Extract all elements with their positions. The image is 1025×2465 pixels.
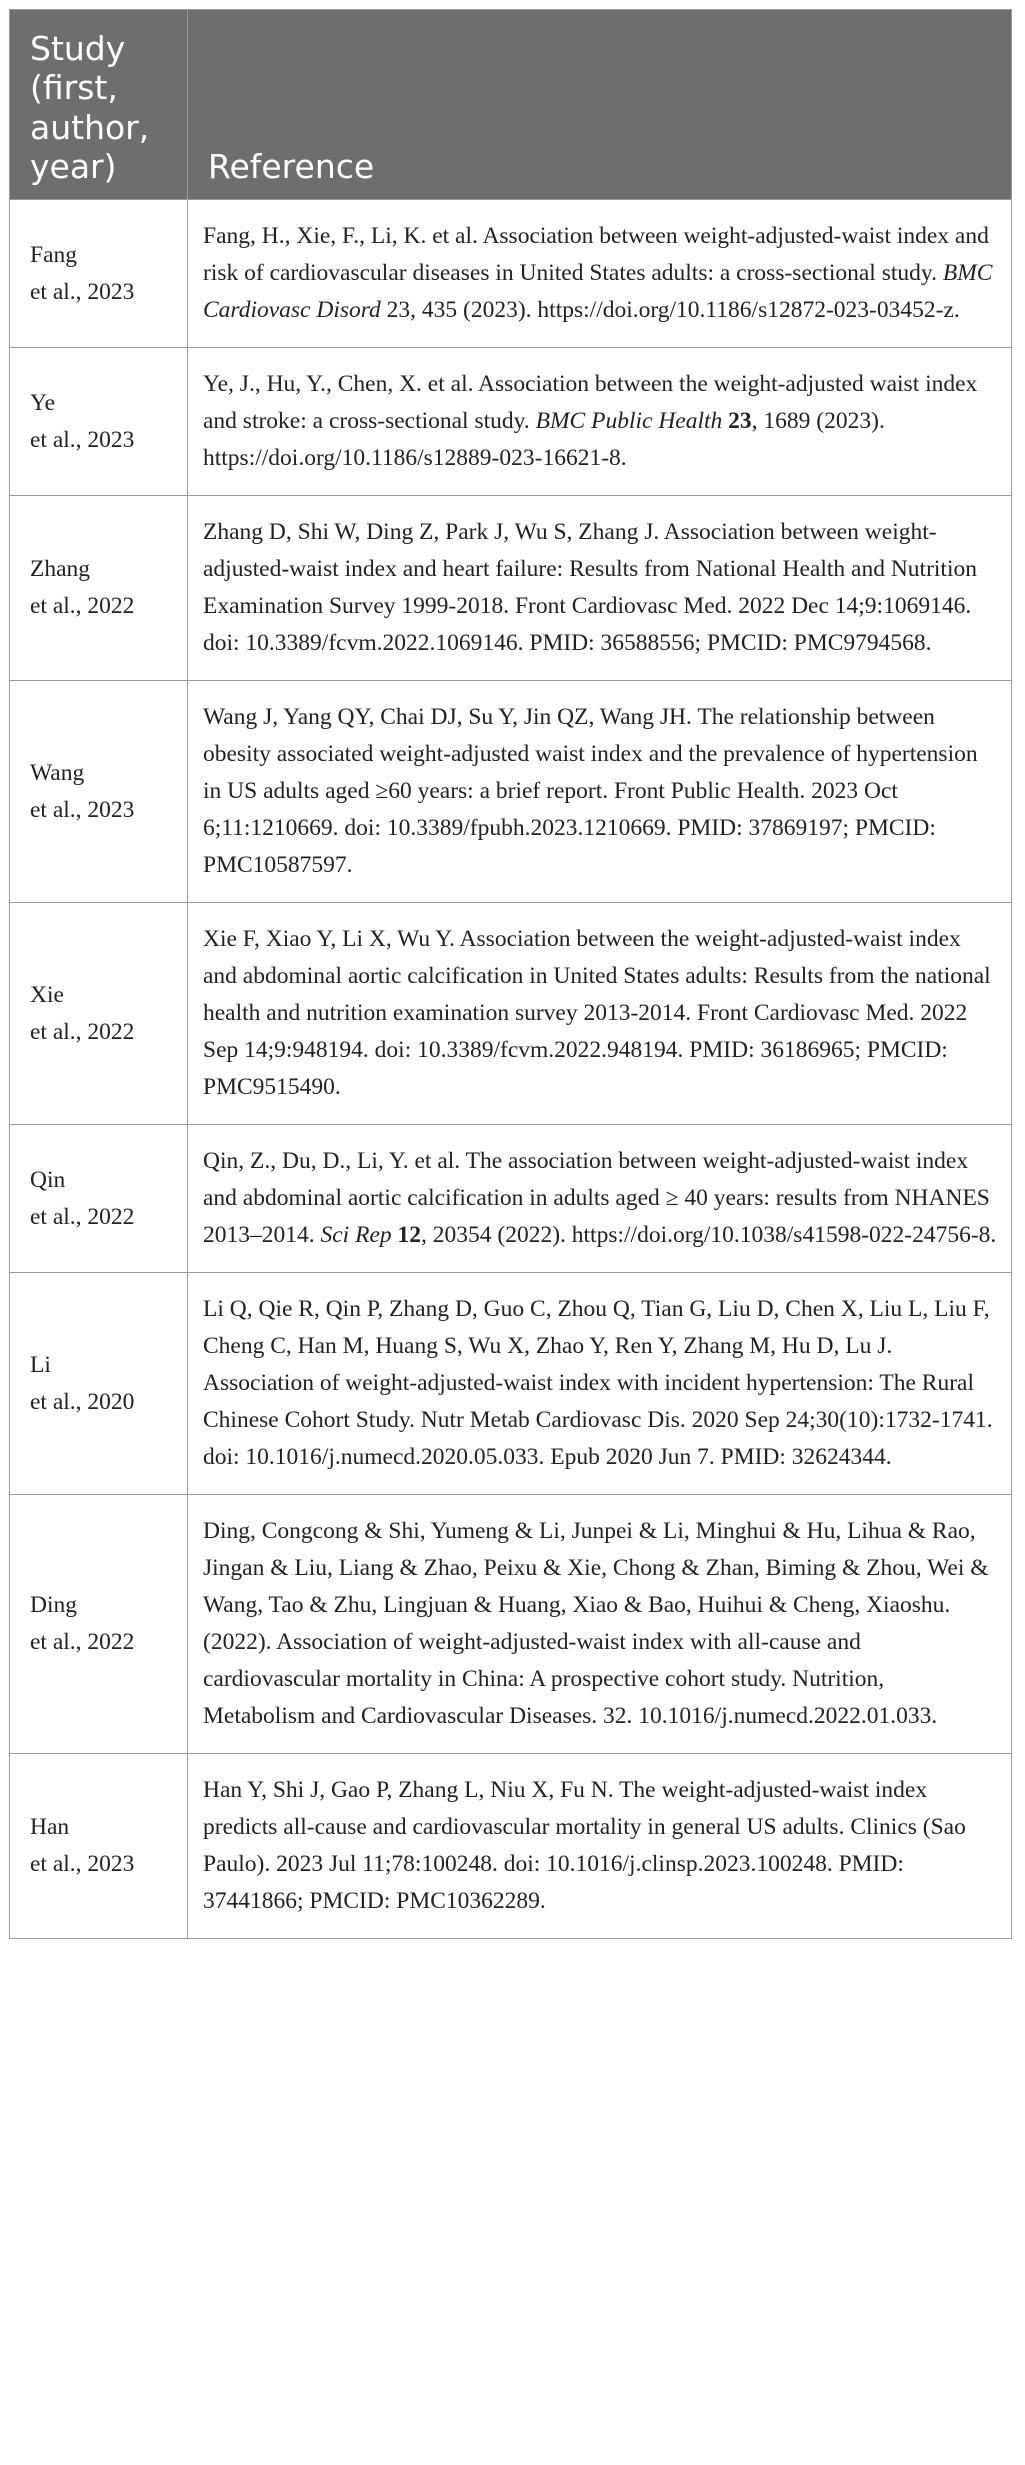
reference-cell: [188, 496, 1012, 681]
header-row: [10, 10, 1012, 200]
reference-cell: [188, 681, 1012, 903]
study-line: et al., 2022: [30, 1018, 135, 1045]
header-reference: Reference: [188, 10, 1012, 200]
study-line: et al., 2020: [30, 1388, 135, 1415]
table-row: [10, 681, 1012, 903]
study-line: Ding: [30, 1592, 77, 1618]
study-cell: [10, 1754, 188, 1939]
study-line: Xie: [30, 981, 64, 1008]
header-study-line: Study: [30, 28, 126, 68]
table-row: [10, 903, 1012, 1125]
table-row: [10, 1495, 1012, 1754]
reference-table: [9, 9, 1012, 1939]
reference-cell: [188, 348, 1012, 496]
header-study-line: (first,: [30, 68, 118, 108]
study-line: et al., 2022: [30, 1203, 135, 1230]
study-cell: [10, 200, 188, 348]
reference-text: Zhang D, Shi W, Ding Z, Park J, Wu S, Zhang J. Association between weight-adjusted-waist index and heart failure: Results from National Health and Nutrition Examination Survey 1999-2018. Front Cardiovasc Med. 2022 Dec 14;9:1069146. doi: 10.3389/fcvm.2022.1069146. PMID: 36588556; PMCID: PMC9794568.: [203, 519, 977, 656]
table-row: [10, 200, 1012, 348]
study-cell: [10, 1273, 188, 1495]
header-study-line: author,: [30, 107, 150, 147]
reference-text: Ye, J., Hu, Y., Chen, X. et al. Association between the weight-adjusted waist index and stroke: a cross-sectional study.: [203, 371, 978, 434]
reference-text: , 20354 (2022). https://doi.org/10.1038/s41598-022-24756-8.: [421, 1222, 997, 1248]
journal-name: Sci Rep: [320, 1222, 392, 1248]
reference-text: 23, 435 (2023). https://doi.org/10.1186/s12872-023-03452-z.: [380, 297, 960, 323]
header-study: [10, 10, 188, 200]
reference-cell: [188, 1495, 1012, 1754]
reference-cell: [188, 1125, 1012, 1273]
table-row: [10, 1125, 1012, 1273]
study-line: et al., 2023: [30, 426, 135, 453]
reference-text: Han Y, Shi J, Gao P, Zhang L, Niu X, Fu N. The weight-adjusted-waist index predicts all-cause and cardiovascular mortality in general US adults. Clinics (Sao Paulo). 2023 Jul 11;78:100248. doi: 10.1016/j.clinsp.2023.100248. PMID: 37441866; PMCID: PMC10362289.: [203, 1777, 966, 1914]
reference-cell: [188, 1754, 1012, 1939]
table-row: [10, 1273, 1012, 1495]
study-line: Wang: [30, 759, 85, 786]
reference-text: Ding, Congcong & Shi, Yumeng & Li, Junpei & Li, Minghui & Hu, Lihua & Rao, Jingan & Liu, Liang & Zhao, Peixu & Xie, Chong & Zhan, Biming & Zhou, Wei & Wang, Tao & Zhu, Lingjuan & Huang, Xiao & Bao, Huihui & Cheng, Xiaoshu. (2022). Association of weight-adjusted-waist index with all-cause and cardiovascular mortality in China: A prospective cohort study. Nutrition, Metabolism and Cardiovascular Diseases. 32. 10.1016/j.numecd.2022.01.033.: [203, 1518, 989, 1729]
study-line: Ye: [30, 389, 56, 416]
journal-name: BMC Public Health: [535, 408, 723, 434]
table-row: [10, 348, 1012, 496]
study-line: Qin: [30, 1166, 66, 1193]
reference-cell: [188, 1273, 1012, 1495]
reference-text: Wang J, Yang QY, Chai DJ, Su Y, Jin QZ, Wang JH. The relationship between obesity associated weight-adjusted waist index and the prevalence of hypertension in US adults aged ≥60 years: a brief report. Front Public Health. 2023 Oct 6;11:1210669. doi: 10.3389/fpubh.2023.1210669. PMID: 37869197; PMCID: PMC10587597.: [203, 704, 978, 878]
reference-cell: [188, 200, 1012, 348]
study-line: Li: [30, 1351, 51, 1378]
table-header: [10, 10, 1012, 200]
study-line: et al., 2022: [30, 1629, 135, 1655]
study-line: Fang: [30, 241, 77, 268]
volume-number: 23: [728, 408, 752, 434]
study-line: et al., 2022: [30, 593, 135, 619]
study-line: Zhang: [30, 556, 91, 582]
study-line: et al., 2023: [30, 278, 135, 305]
study-cell: [10, 348, 188, 496]
study-cell: [10, 903, 188, 1125]
header-study-line: year): [30, 147, 117, 187]
study-line: et al., 2023: [30, 1851, 135, 1877]
journal-name: BMC Cardiovasc Disord: [203, 260, 993, 323]
reference-text: , 1689 (2023). https://doi.org/10.1186/s12889-023-16621-8.: [203, 408, 885, 471]
table-row: [10, 496, 1012, 681]
study-cell: [10, 1495, 188, 1754]
study-cell: [10, 681, 188, 903]
study-cell: [10, 496, 188, 681]
study-cell: [10, 1125, 188, 1273]
study-line: Han: [30, 1814, 70, 1840]
table-row: [10, 1754, 1012, 1939]
reference-text: Xie F, Xiao Y, Li X, Wu Y. Association between the weight-adjusted-waist index and abdominal aortic calcification in United States adults: Results from the national health and nutrition examination survey 2013-2014. Front Cardiovasc Med. 2022 Sep 14;9:948194. doi: 10.3389/fcvm.2022.948194. PMID: 36186965; PMCID: PMC9515490.: [203, 926, 991, 1100]
study-line: et al., 2023: [30, 796, 135, 823]
reference-text: Li Q, Qie R, Qin P, Zhang D, Guo C, Zhou Q, Tian G, Liu D, Chen X, Liu L, Liu F, Cheng C, Han M, Huang S, Wu X, Zhao Y, Ren Y, Zhang M, Hu D, Lu J. Association of weight-adjusted-waist index with incident hypertension: The Rural Chinese Cohort Study. Nutr Metab Cardiovasc Dis. 2020 Sep 24;30(10):1732-1741. doi: 10.1016/j.numecd.2020.05.033. Epub 2020 Jun 7. PMID: 32624344.: [203, 1296, 993, 1470]
volume-number: 12: [397, 1222, 421, 1248]
reference-cell: [188, 903, 1012, 1125]
table-body: [10, 200, 1012, 1939]
reference-text: Fang, H., Xie, F., Li, K. et al. Association between weight-adjusted-waist index and risk of cardiovascular diseases in United States adults: a cross-sectional study.: [203, 223, 989, 286]
reference-text: Qin, Z., Du, D., Li, Y. et al. The association between weight-adjusted-waist index and abdominal aortic calcification in adults aged ≥ 40 years: results from NHANES 2013–2014.: [203, 1148, 990, 1248]
